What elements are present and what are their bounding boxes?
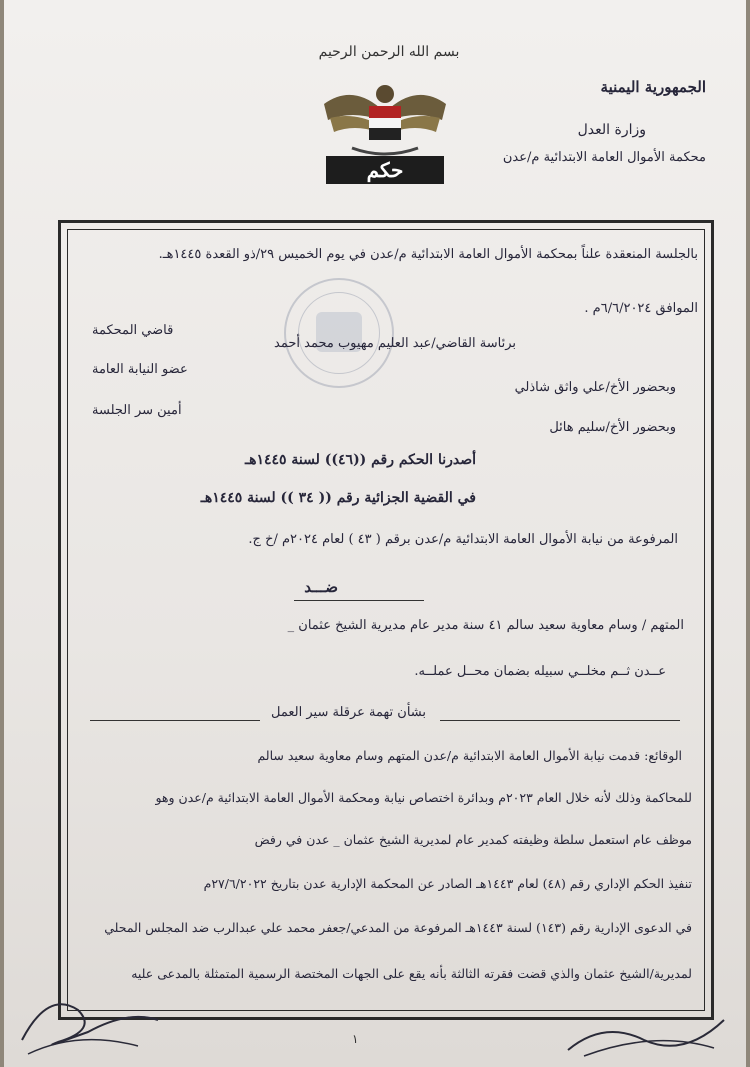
filed-by: المرفوعة من نيابة الأموال العامة الابتدائية م/عدن برقم ( ٤٣ ) لعام ٢٠٢٤م /خ ج. — [248, 532, 678, 547]
against-label: ضـــد — [304, 578, 338, 596]
judge-name: برئاسة القاضي/عبد العليم مهيوب محمد أحمد — [274, 336, 516, 351]
prosecution-member-role: عضو النيابة العامة — [92, 362, 188, 377]
court-name: محكمة الأموال العامة الابتدائية م/عدن — [502, 150, 706, 165]
facts-line-3: موظف عام استعمل سلطة وظيفته كمدير عام لمديرية الشيخ عثمان _ عدن في رفض — [254, 832, 692, 847]
prosecution-member-name: وبحضور الأخ/علي واثق شاذلي — [514, 380, 676, 395]
facts-line-4: تنفيذ الحكم الإداري رقم (٤٨) لعام ١٤٤٣هـ الصادر عن المحكمة الإدارية عدن بتاريخ ٢٧/٦/٢٠٢٢م — [203, 876, 692, 891]
facts-line-6: لمديرية/الشيخ عثمان والذي قضت فقرته الثالثة بأنه يقع على الجهات المختصة الرسمية المتمثلة بالمدعى عليه — [131, 966, 692, 981]
signature-right — [564, 1000, 734, 1060]
case-number: في القضية الجزائية رقم (( ٣٤ )) لسنة ١٤٤٥هـ — [200, 490, 476, 506]
charge-title: بشأن تهمة عرقلة سير العمل — [271, 705, 426, 720]
accused-line-1: المتهم / وسام معاوية سعيد سالم ٤١ سنة مدير عام مديرية الشيخ عثمان _ — [287, 618, 684, 633]
facts-line-1: الوقائع: قدمت نيابة الأموال العامة الابتدائية م/عدن المتهم وسام معاوية سعيد سالم — [257, 748, 682, 763]
accused-line-2: عــدن ثــم مخلــي سبيله بضمان محــل عملــه. — [414, 664, 666, 679]
session-line-2: الموافق ٦/٦/٢٠٢٤م . — [584, 301, 698, 316]
clerk-name: وبحضور الأخ/سليم هائل — [549, 420, 676, 435]
clerk-role: أمين سر الجلسة — [92, 403, 182, 418]
session-line-1: بالجلسة المنعقدة علناً بمحكمة الأموال العامة الابتدائية م/عدن في يوم الخميس ٢٩/ذو القعدة ١٤٤٥هـ. — [158, 247, 698, 262]
court-stamp — [284, 278, 394, 388]
eagle-emblem-icon — [322, 80, 448, 162]
document-title: حكم — [326, 156, 444, 184]
page-number: ١ — [352, 1032, 359, 1046]
facts-line-2: للمحاكمة وذلك لأنه خلال العام ٢٠٢٣م وبدائرة اختصاص نيابة ومحكمة الأموال العامة الابتدائية م/عدن وهو — [155, 790, 692, 805]
document-page — [4, 0, 746, 1067]
ministry-name: وزارة العدل — [577, 122, 646, 138]
signature-left — [18, 980, 168, 1060]
ruling-number: أصدرنا الحكم رقم ((٤٦)) لسنة ١٤٤٥هـ — [244, 452, 476, 468]
basmala: بسم الله الرحمن الرحيم — [318, 44, 460, 60]
country-name: الجمهورية اليمنية — [600, 78, 706, 96]
judge-role: قاضي المحكمة — [92, 323, 174, 338]
facts-line-5: في الدعوى الإدارية رقم (١٤٣) لسنة ١٤٤٣هـ المرفوعة من المدعي/جعفر محمد علي عبدالرب ضد المجلس المحلي — [104, 920, 692, 935]
